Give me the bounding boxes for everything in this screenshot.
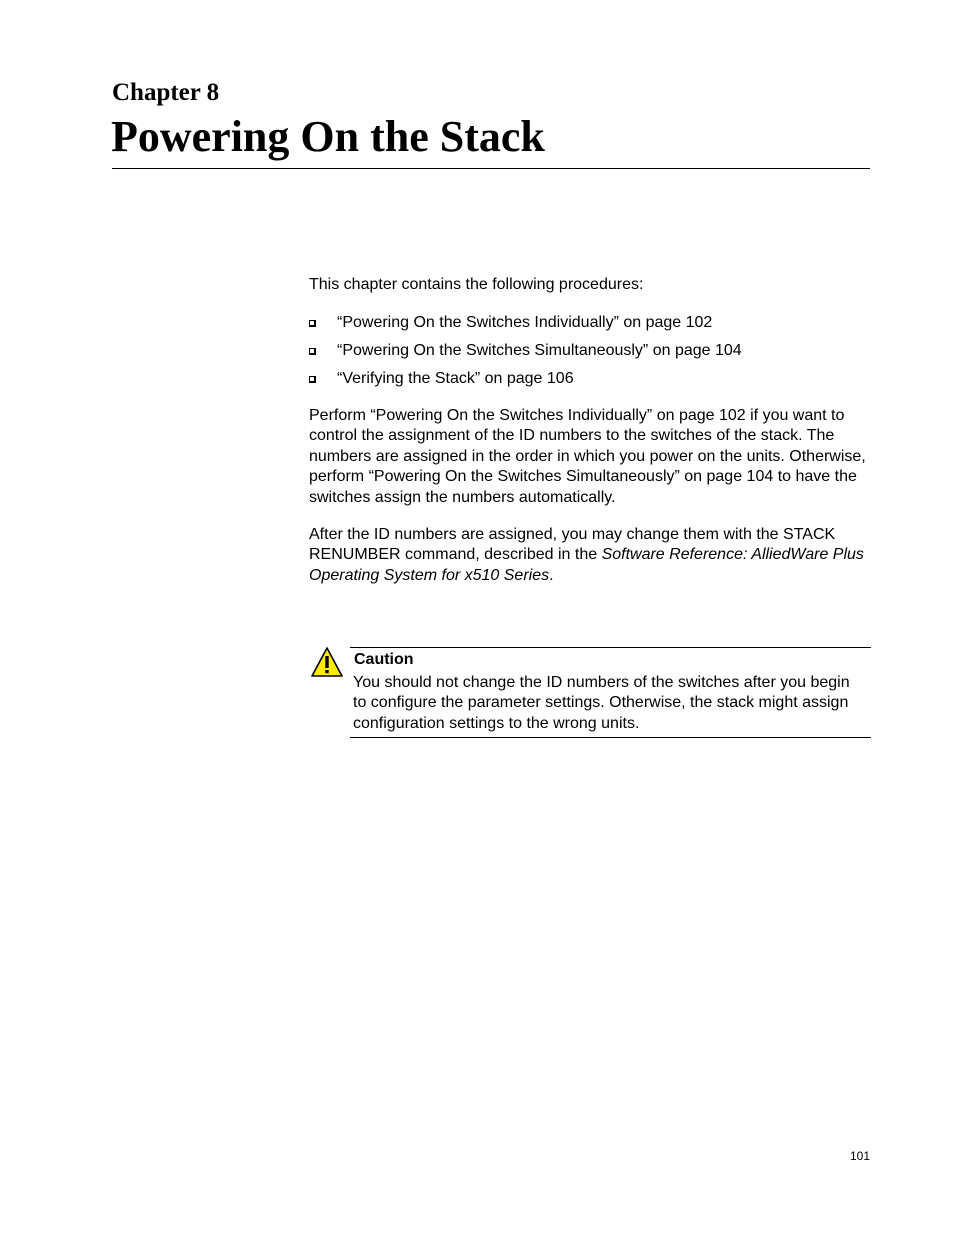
intro-text: This chapter contains the following procedures: [309, 276, 644, 293]
checkbox-bullet-icon [309, 376, 316, 383]
caution-top-divider [350, 647, 871, 648]
list-item [309, 341, 874, 369]
paragraph-renumber [309, 525, 874, 586]
page-number: 101 [849, 1149, 870, 1163]
caution-bottom-divider [350, 737, 871, 738]
paragraph-renumber-suffix: . [549, 566, 554, 584]
procedure-link-text: “Powering On the Switches Individually” on page 102 [337, 314, 713, 331]
caution-heading: Caution [354, 651, 414, 668]
paragraph-renumber-prefix: After the ID numbers are assigned, you may change them with the STACK RENUMBER command, described in the [309, 526, 836, 564]
title-divider [112, 168, 870, 169]
procedure-list [309, 313, 874, 397]
chapter-label: Chapter 8 [112, 79, 220, 106]
list-item [309, 369, 874, 397]
warning-triangle-icon [310, 646, 344, 678]
procedure-link-text: “Verifying the Stack” on page 106 [337, 370, 574, 387]
checkbox-bullet-icon [309, 320, 316, 327]
procedure-link-text: “Powering On the Switches Simultaneously” on page 104 [337, 342, 742, 359]
paragraph-procedure-choice: Perform “Powering On the Switches Individually” on page 102 if you want to control the assignment of the ID numbers to the switches of the stack. The numbers are assigned in the order in which you power on the units. Otherwise, perform “Powering On the Switches Simultaneously” on page 104 to have the switches assign the numbers automatically. [309, 407, 866, 506]
caution-text: You should not change the ID numbers of the switches after you begin to configure the parameter settings. Otherwise, the stack might assign configuration settings to the wrong units. [353, 674, 850, 732]
checkbox-bullet-icon [309, 348, 316, 355]
list-item [309, 313, 874, 341]
software-reference-title: Software Reference: AlliedWare Plus Operating System for x510 Series [309, 546, 864, 584]
chapter-title: Powering On the Stack [111, 112, 545, 161]
